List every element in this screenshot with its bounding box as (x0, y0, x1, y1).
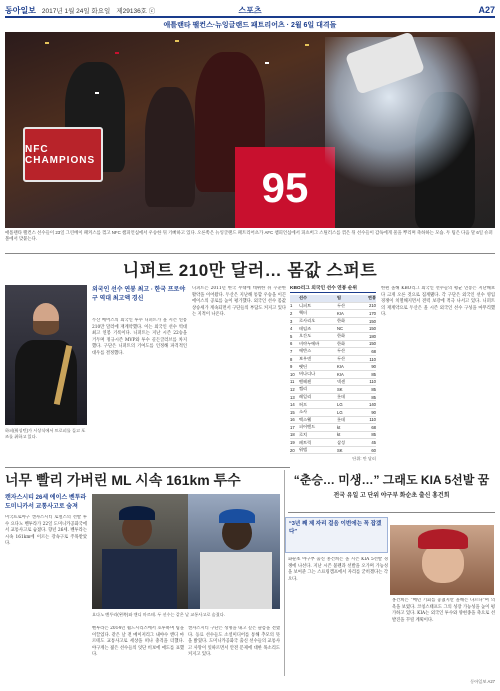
face (422, 543, 464, 583)
article-body: 니퍼트는 2011년 한국 무대에 데뷔한 뒤 꾸준한 활약을 이어왔다. 두산은 지난해 통합 우승을 이끈 에이스의 공로를 높이 평가했다. 외국인 선수 몸값 상승세가 계속되면서 구단들의 부담도 커지고 있다는 지적이 나온다. (192, 286, 286, 317)
confetti (45, 42, 49, 44)
table-cell: 90 (371, 409, 376, 415)
newspaper-logo: 동아일보 (5, 5, 36, 15)
player-figure (145, 87, 195, 207)
table-cell: KIA (337, 364, 344, 370)
table-row (290, 303, 376, 311)
table-row (290, 356, 376, 364)
table-cell: 팻딘 (299, 363, 308, 369)
table-row (290, 363, 376, 371)
section-title: 스포츠 (238, 5, 262, 15)
table-cell: 19 (290, 440, 295, 446)
table-cell: 맥스웰 (299, 416, 312, 422)
table-row (290, 439, 376, 447)
divider (5, 467, 290, 468)
cap (418, 529, 468, 549)
table-cell: KIA (337, 310, 344, 316)
table-cell: 68 (371, 424, 376, 430)
table-row (290, 432, 376, 440)
table-header: 팀 (337, 295, 342, 301)
table-cell: 150 (369, 318, 376, 324)
table-cell: 두산 (337, 348, 346, 354)
table-cell: SK (337, 447, 343, 453)
table-cell: 헥터 (299, 310, 308, 316)
table-cell: 13 (290, 394, 295, 400)
article-subheadline: 외국인 선수 연봉 최고 · 한국 프로야구 역대 최고액 경신 (92, 287, 186, 302)
table-cell: 보우덴 (299, 356, 312, 362)
main-photo (5, 32, 495, 228)
table-cell: 5 (290, 333, 293, 339)
table-cell: NC (337, 326, 344, 332)
table-unit: 단위: 만 달러 (352, 456, 376, 462)
issue-number: 제29136호 ⓒ (116, 7, 156, 15)
table-row (290, 310, 376, 318)
table-cell: 8 (290, 356, 293, 362)
table-cell: 15 (290, 409, 295, 415)
jersey-number: 95 (235, 147, 335, 228)
table-cell: 로사리오 (299, 318, 316, 324)
article-headline: 너무 빨리 가버린 ML 시속 161km 투수 (5, 472, 241, 488)
table-cell: 삼성 (337, 439, 346, 445)
table-cell: 16 (290, 417, 295, 423)
quote-box: “3년 째 제 자리 걸음 이번에는 꼭 잡겠다” (285, 517, 388, 553)
table-row (290, 325, 376, 333)
table-cell: 170 (369, 310, 376, 316)
top-photo-headline: 애틀랜타 팰컨스·뉴잉글랜드 패트리어츠 · 2월 6일 대격돌 (163, 22, 337, 29)
page-header (5, 4, 495, 18)
salary-table (290, 284, 376, 464)
uniform (102, 549, 177, 609)
article-photo (390, 525, 494, 595)
table-cell: 켈리 (299, 386, 308, 392)
main-photo-caption: 애틀랜타 팰컨스 선수들이 23일 그린베이 패커스를 꺾고 NFC 챔피언십에서 우승한 뒤 기뻐하고 있다. 오른쪽은 뉴잉글랜드 패트리어츠가 AFC 챔피언십에서 피츠버그 스틸러스를 꺾은 뒤 선수들이 감독에게 물을 뿌리며 축하하는 모습. 두 팀은 다음 달 6일 슈퍼볼에서 맞붙는다. (5, 230, 493, 241)
table-cell: 110 (369, 356, 376, 362)
table-cell: LG (337, 409, 343, 415)
confetti (305, 44, 309, 46)
table-body (290, 303, 376, 455)
table-row (290, 409, 376, 417)
table-cell: 롯데 (337, 394, 346, 400)
cap (119, 506, 155, 520)
table-cell: 한화 (337, 340, 346, 346)
table-cell: 17 (290, 424, 295, 430)
confetti (265, 62, 269, 64)
table-cell: LG (337, 402, 343, 408)
table-row (290, 424, 376, 432)
table-cell: 페트릭 (299, 439, 312, 445)
table-row (290, 318, 376, 326)
table-cell: 넥센 (337, 378, 346, 384)
table-header: 연봉 (367, 295, 376, 301)
table-row (290, 341, 376, 349)
table-cell: 210 (369, 303, 376, 309)
table-cell: 85 (371, 371, 376, 377)
table-cell: 180 (369, 333, 376, 339)
table-cell: 레일리 (299, 394, 312, 400)
table-cell: 2 (290, 310, 293, 316)
table-row (290, 447, 376, 455)
confetti (175, 40, 179, 42)
table-header: 선수 (299, 295, 308, 301)
article-headline: 니퍼트 210만 달러… 몸값 스퍼트 (122, 261, 378, 280)
table-cell: 허프 (299, 401, 308, 407)
champions-banner: NFC CHAMPIONS (23, 127, 103, 182)
column-divider (284, 470, 285, 676)
table-cell: 110 (369, 379, 376, 385)
table-cell: 한화 (337, 333, 346, 339)
article-photo (92, 494, 280, 609)
table-cell: 11 (290, 379, 295, 385)
table-cell: kt (337, 424, 341, 430)
table-cell: 소사 (299, 409, 308, 415)
table-cell: kt (337, 432, 341, 438)
table-cell: KIA (337, 371, 344, 377)
table-cell: SK (337, 386, 343, 392)
table-cell: 150 (369, 341, 376, 347)
table-cell: 90 (371, 364, 376, 370)
table-cell: 150 (369, 326, 376, 332)
photo-caption: 하퍼(워싱턴)가 시상식에서 트로피를 들고 포즈를 취하고 있다. (5, 428, 86, 439)
uniform (200, 552, 272, 609)
table-row (290, 348, 376, 356)
table-row (290, 394, 376, 402)
article-body: 캔자스시티 구단은 성명을 내고 깊은 슬픔을 전했다. 동료 선수들도 소셜미디어를 통해 추모의 뜻을 밝혔다. 도미니카공화국 출신 선수들의 교통사고 사망이 잇따르면서 안전 문제에 대한 목소리도 커지고 있다. (188, 626, 280, 657)
table-cell: 피어밴드 (299, 424, 316, 430)
table-cell: 롯데 (337, 416, 346, 422)
table-cell: 6 (290, 341, 293, 347)
article-subheadline: 전국 유일 고 단위 야구부 화순초 출신 홍건희 (333, 493, 450, 499)
table-cell: 12 (290, 386, 295, 392)
table-cell: 밴헤켄 (299, 378, 312, 384)
table-cell: 3 (290, 318, 293, 324)
cap (219, 509, 255, 523)
table-cell: 1 (290, 303, 293, 309)
divider (288, 512, 495, 513)
table-row (290, 386, 376, 394)
table-cell: 20 (290, 447, 295, 453)
table-row (290, 333, 376, 341)
table-header-row (290, 295, 376, 303)
table-cell: 오간도 (299, 333, 312, 339)
table-cell: 버나디나 (299, 371, 316, 377)
article-photo (5, 285, 87, 425)
article-body: 벤투라는 2014년 월드시리즈에서 호투하며 팀을 이끌었다. 같은 날 전 메이저리그 내야수 앤디 마르테도 교통사고로 세상을 떠나 충격을 더했다. 야구계는 젊은 선수들의 잇단 비보에 애도를 표했다. (92, 626, 184, 657)
table-cell: 10 (290, 371, 295, 377)
article-body: 미국프로야구 캔자스시티 로열스의 선발 투수 요다노 벤투라가 22일 도미니카공화국에서 교통사고로 숨졌다. 향년 26세. 벤투라는 시속 161km에 이르는 강속구로 주목받았다. (5, 515, 87, 546)
table-cell: 로치 (299, 431, 308, 437)
table-cell: 비야누에바 (299, 340, 320, 346)
table-cell: 68 (371, 348, 376, 354)
table-row (290, 379, 376, 387)
table-cell: 85 (371, 432, 376, 438)
confetti (115, 52, 119, 54)
table-row (290, 417, 376, 425)
beard (33, 321, 59, 335)
table-cell: 18 (290, 432, 295, 438)
confetti (95, 92, 99, 94)
article-headline: “춘승… 미생…” 그래도 KIA 5선발 꿈 (293, 473, 490, 487)
table-cell: 니퍼트 (299, 302, 312, 308)
table-cell: 에반스 (299, 348, 312, 354)
page-footer: 동아일보 A27 (470, 679, 495, 684)
table-cell: 한화 (337, 318, 346, 324)
table-cell: 14 (290, 402, 295, 408)
issue-date: 2017년 1월 24일 화요일 (41, 7, 111, 15)
table-row (290, 371, 376, 379)
table-cell: 60 (371, 447, 376, 453)
photo-caption: 요다노 벤투라(왼쪽)와 앤디 마르테. 두 선수는 같은 날 교통사고로 숨졌다. (92, 612, 225, 617)
article-body: 홍건희는 “매년 기회를 놓쳤지만 올해는 다르다”며 의욕을 보였다. 코칭스태프도 그의 성장 가능성을 높이 평가하고 있다. KIA는 외국인 투수와 양현종을 축으로 선발진을 꾸릴 계획이다. (392, 598, 495, 623)
table-cell: 테임즈 (299, 325, 312, 331)
table-cell: 110 (369, 417, 376, 423)
divider (5, 253, 495, 254)
table-title: KBO리그 외국인 선수 연봉 순위 (290, 284, 376, 293)
table-cell: 85 (371, 386, 376, 392)
table-cell: 두산 (337, 302, 346, 308)
table-cell: 45 (371, 440, 376, 446)
article-subheadline: 캔자스시티 26세 에이스 벤투라 도미니카서 교통사고로 숨져 (5, 495, 87, 510)
table-cell: 워델 (299, 447, 308, 453)
article-body: 두산 베어스의 외국인 투수 니퍼트가 올 시즌 연봉 210만 달러에 재계약했다. 이는 외국인 선수 역대 최고 연봉 기록이다. 니퍼트는 지난 시즌 22승을 거두며 정규시즌 MVP와 투수 골든글러브를 차지했다. 구단은 니퍼트의 기여도를 인정해 파격적인 대우를 결정했다. (92, 318, 187, 356)
table-row (290, 401, 376, 409)
article-body: 화순초 야구부 출신 홍건희는 올 시즌 KIA 5선발 경쟁에 나선다. 지난 시즌 불펜과 선발을 오가며 가능성을 보여준 그는 스프링캠프에서 자리를 굳히겠다는 각오다. (288, 557, 388, 582)
table-cell: 9 (290, 364, 293, 370)
table-cell: 두산 (337, 356, 346, 362)
table-cell: 4 (290, 326, 293, 332)
page-number: A27 (478, 5, 495, 15)
table-cell: 85 (371, 394, 376, 400)
table-cell: 140 (369, 402, 376, 408)
article-body: 한편 올해 KBO리그 외국인 선수들의 평균 연봉은 지난해보다 크게 오른 것으로 집계됐다. 각 구단은 외국인 선수 영입 경쟁이 치열해지면서 전력 보강에 적극 나서고 있다. 니퍼트의 재계약으로 두산은 올 시즌 외국인 선수 구성을 마무리했다. (381, 286, 495, 317)
table-cell: 7 (290, 348, 293, 354)
